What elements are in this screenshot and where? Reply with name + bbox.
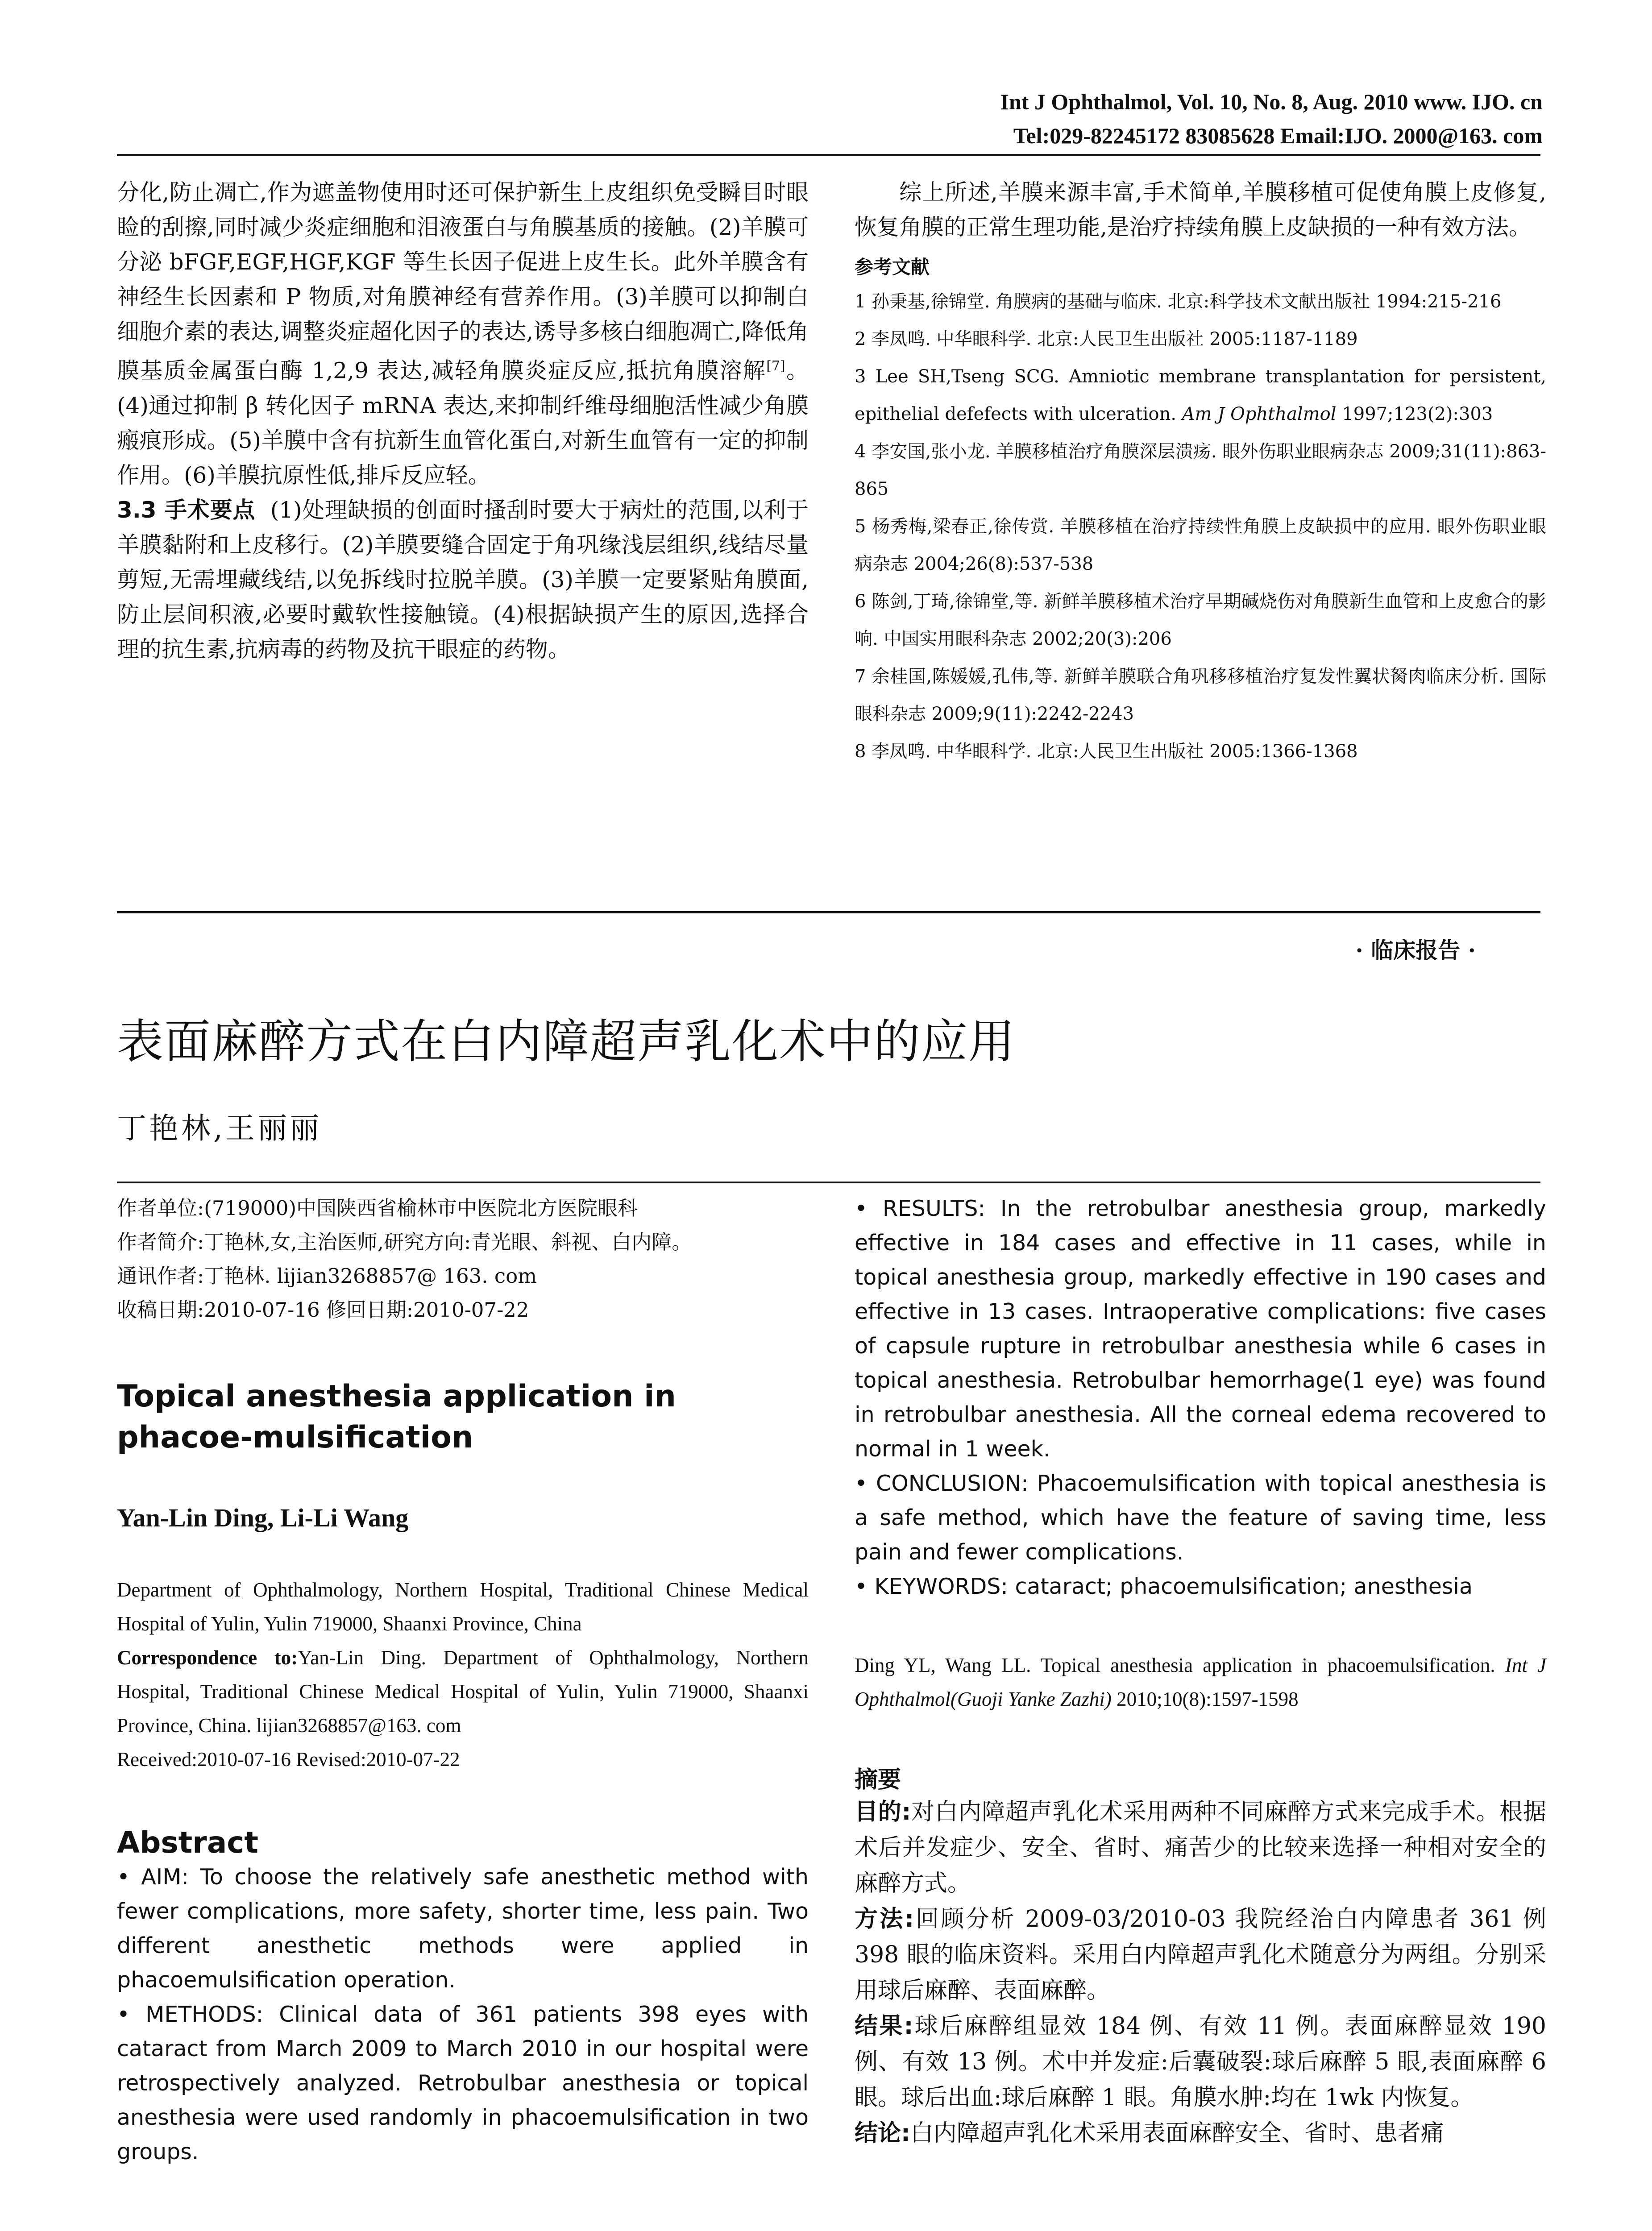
reference-item: 2 李凤鸣. 中华眼科学. 北京:人民卫生出版社 2005:1187-1189 xyxy=(855,329,1358,349)
references-title: 参考文献 xyxy=(855,256,930,278)
abstract-conclusion: • CONCLUSION: Phacoemulsification with topical anesthesia is a safe method, which have the feature of saving time, less pain and fewer complications. xyxy=(855,1471,1546,1565)
prev-right-column xyxy=(855,175,1546,770)
prev-paragraph-2: 。(4)通过抑制 β 转化因子 mRNA 表达,来抑制纤维母细胞活性减少角膜瘢痕形成。(5)羊膜中含有抗新生血管化蛋白,对新生血管有一定的抑制作用。(6)羊膜抗原性低,排斥反应轻。 xyxy=(117,357,809,488)
citation-sup: [7] xyxy=(766,358,785,374)
abstract-keywords: • KEYWORDS: cataract; phacoemulsification; anesthesia xyxy=(855,1574,1473,1599)
title-rule xyxy=(117,1182,1540,1183)
info-dates: 收稿日期:2010-07-16 修回日期:2010-07-22 xyxy=(117,1298,529,1322)
section-tag: · 临床报告 · xyxy=(1355,937,1476,963)
reference-item: 6 陈剑,丁琦,徐锦堂,等. 新鲜羊膜移植术治疗早期碱烧伤对角膜新生血管和上皮愈合的影响. 中国实用眼科杂志 2002;20(3):206 xyxy=(855,591,1546,649)
citation: Ding YL, Wang LL. Topical anesthesia application in phacoemulsification. Int J Ophthalmol(Guoji Yanke Zazhi) 2010;10(8):1597-1598 xyxy=(855,1654,1547,1710)
reference-item: 7 余桂国,陈媛媛,孔伟,等. 新鲜羊膜联合角巩移移植治疗复发性翼状胬肉临床分析. 国际眼科杂志 2009;9(11):2242-2243 xyxy=(855,666,1546,724)
info-corr: 通讯作者:丁艳林. lijian3268857@ 163. com xyxy=(117,1264,537,1288)
received-dates: Received:2010-07-16 Revised:2010-07-22 xyxy=(117,1748,460,1771)
info-unit: 作者单位:(719000)中国陕西省榆林市中医院北方医院眼科 xyxy=(117,1196,638,1220)
affiliation-block xyxy=(117,1573,809,1776)
english-authors: Yan-Lin Ding, Li-Li Wang xyxy=(117,1503,409,1532)
article-right-column xyxy=(855,1191,1546,2151)
prev-paragraph-1: 分化,防止凋亡,作为遮盖物使用时还可保护新生上皮组织免受瞬目时眼睑的刮擦,同时减少炎症细胞和泪液蛋白与角膜基质的接触。(2)羊膜可分泌 bFGF,EGF,HGF,KGF 等生长因子促进上皮生长。此外羊膜含有神经生长因素和 P 物质,对角膜神经有营养作用。(3)羊膜可以抑制白细胞介素的表达,调整炎症超化因子的表达,诱导多核白细胞凋亡,降低角膜基质金属蛋白酶 1,2,9 表达,减轻角膜炎症反应,抵抗角膜溶解 xyxy=(117,179,809,384)
article-title: 表面麻醉方式在白内障超声乳化术中的应用 xyxy=(117,1014,1016,1069)
journal-header xyxy=(1000,85,1543,153)
section-heading: 3.3 手术要点 xyxy=(117,497,256,523)
header-rule xyxy=(117,154,1540,156)
abstract-fangfa: 方法:回顾分析 2009-03/2010-03 我院经治白内障患者 361 例 398 眼的临床资料。采用白内障超声乳化术随意分为两组。分别采用球后麻醉、表面麻醉。 xyxy=(855,1906,1546,2004)
correspondence: Correspondence to:Yan-Lin Ding. Department of Ophthalmology, Northern Hospital, Traditional Chinese Medical Hospital of Yulin, Yulin 719000, Shaanxi Province, China. lijian3268857@163. com xyxy=(117,1646,809,1737)
chinese-abstract xyxy=(855,1794,1546,2151)
abstract-jieguo: 结果:球后麻醉组显效 184 例、有效 11 例。表面麻醉显效 190 例、有效 13 例。术中并发症:后囊破裂:球后麻醉 5 眼,表面麻醉 6 眼。球后出血:球后麻醉 1 眼。角膜水肿:均在 1wk 内恢复。 xyxy=(855,2013,1546,2111)
abstract-jielun: 结论:白内障超声乳化术采用表面麻醉安全、省时、患者痛 xyxy=(855,2120,1444,2147)
abstract-mudi: 目的:对白内障超声乳化术采用两种不同麻醉方式来完成手术。根据术后并发症少、安全、省时、痛苦少的比较来选择一种相对安全的麻醉方式。 xyxy=(855,1799,1546,1897)
contact-line: Tel:029-82245172 83085628 Email:IJO. 2000@163. com xyxy=(1013,123,1543,148)
article-rule xyxy=(117,911,1540,913)
reference-item: 3 Lee SH,Tseng SCG. Amniotic membrane transplantation for persistent, epithelial defefects with ulceration. Am J Ophthalmol 1997;123(2):303 xyxy=(855,366,1546,424)
article-left-column xyxy=(117,1191,809,2169)
abstract-results: • RESULTS: In the retrobulbar anesthesia group, markedly effective in 184 cases and effective in 11 cases, while in topical anesthesia group, markedly effective in 190 cases and effective in 13 cases. Intraoperative complications: five cases of capsule rupture in retrobulbar anesthesia while 6 cases in topical anesthesia. Retrobulbar hemorrhage(1 eye) was found in retrobulbar anesthesia. All the corneal edema recovered to normal in 1 week. xyxy=(855,1196,1546,1462)
english-abstract-right xyxy=(855,1191,1546,1604)
authors-cn: 丁艳林,王丽丽 xyxy=(117,1111,322,1145)
reference-item: 5 杨秀梅,梁春正,徐传赏. 羊膜移植在治疗持续性角膜上皮缺损中的应用. 眼外伤职业眼病杂志 2004;26(8):537-538 xyxy=(855,516,1546,574)
chinese-abstract-heading: 摘要 xyxy=(855,1767,901,1793)
reference-item: 1 孙秉基,徐锦堂. 角膜病的基础与临床. 北京:科学技术文献出版社 1994:215-216 xyxy=(855,291,1502,312)
prev-left-column xyxy=(117,175,809,667)
reference-item: 4 李安国,张小龙. 羊膜移植治疗角膜深层溃疡. 眼外伤职业眼病杂志 2009;31(11):863-865 xyxy=(855,441,1546,499)
affiliation: Department of Ophthalmology, Northern Hospital, Traditional Chinese Medical Hospital of Yulin, Yulin 719000, Shaanxi Province, China xyxy=(117,1579,809,1635)
english-abstract-left xyxy=(117,1860,809,2169)
author-info xyxy=(117,1191,809,1327)
references-list xyxy=(855,283,1546,770)
abstract-aim: • AIM: To choose the relatively safe anesthetic method with fewer complications, more safety, shorter time, less pain. Two different anesthetic methods were applied in phacoemulsification operation. xyxy=(117,1864,809,1993)
abstract-methods: • METHODS: Clinical data of 361 patients 398 eyes with cataract from March 2009 to March 2010 in our hospital were retrospectively analyzed. Retrobulbar anesthesia or topical anesthesia were used randomly in phacoemulsification in two groups. xyxy=(117,2002,809,2165)
reference-item: 8 李凤鸣. 中华眼科学. 北京:人民卫生出版社 2005:1366-1368 xyxy=(855,741,1358,762)
english-title: Topical anesthesia application in phacoe-mulsification xyxy=(117,1379,676,1455)
section-text: (1)处理缺损的创面时搔刮时要大于病灶的范围,以利于羊膜黏附和上皮移行。(2)羊膜要缝合固定于角巩缘浅层组织,线结尽量剪短,无需埋藏线结,以免拆线时拉脱羊膜。(3)羊膜一定要紧贴角膜面,防止层间积液,必要时戴软性接触镜。(4)根据缺损产生的原因,选择合理的抗生素,抗病毒的药物及抗干眼症的药物。 xyxy=(117,497,809,662)
prev-conclusion: 综上所述,羊膜来源丰富,手术简单,羊膜移植可促使角膜上皮修复,恢复角膜的正常生理功能,是治疗持续角膜上皮缺损的一种有效方法。 xyxy=(855,179,1546,240)
abstract-heading: Abstract xyxy=(117,1825,258,1860)
info-bio: 作者简介:丁艳林,女,主治医师,研究方向:青光眼、斜视、白内障。 xyxy=(117,1230,692,1254)
journal-line: Int J Ophthalmol, Vol. 10, No. 8, Aug. 2010 www. IJO. cn xyxy=(1000,89,1543,114)
